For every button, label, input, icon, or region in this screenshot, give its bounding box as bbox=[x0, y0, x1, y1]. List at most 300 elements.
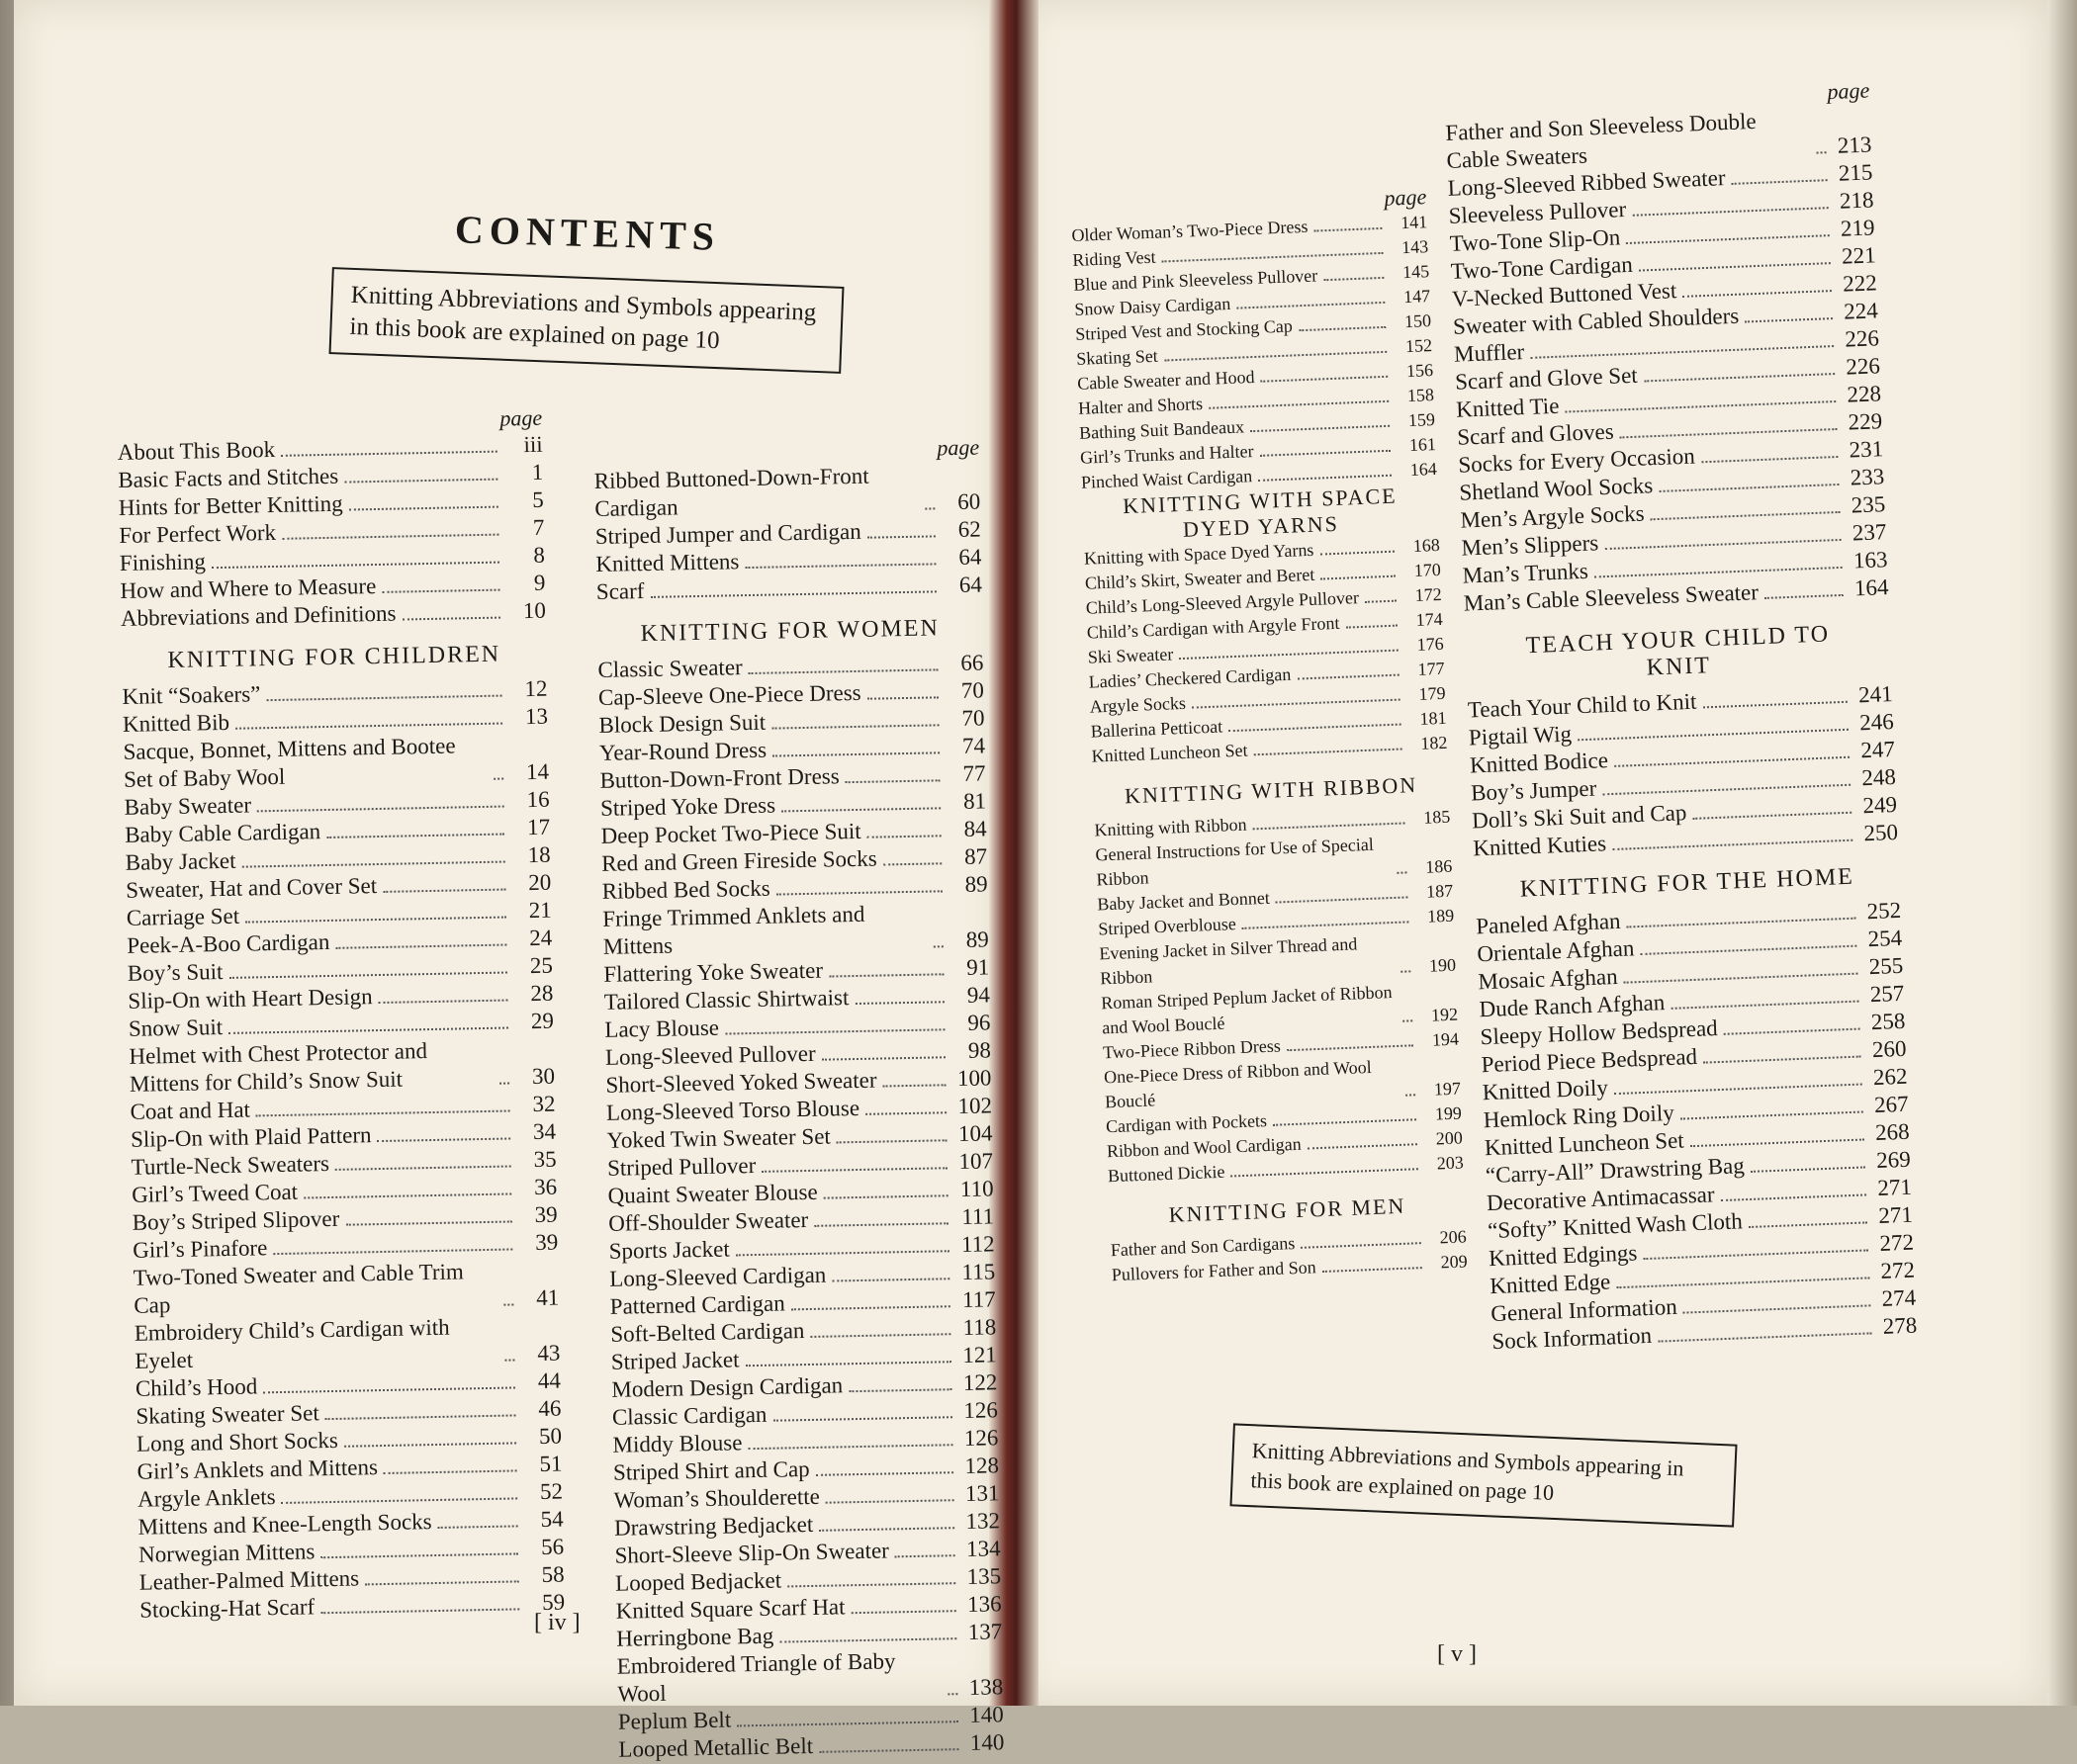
toc-entry-title: Basic Facts and Stitches bbox=[118, 463, 339, 492]
dot-leader bbox=[1273, 1118, 1416, 1126]
toc-entry-title: Embroidery Child’s Cardigan with Eyelet bbox=[134, 1314, 450, 1373]
dot-leader bbox=[749, 668, 939, 674]
dot-leader bbox=[1365, 600, 1397, 603]
toc-entry-page: 115 bbox=[961, 1259, 996, 1285]
toc-entry-page: 233 bbox=[1850, 464, 1885, 490]
toc-entry-title: Bathing Suit Bandeaux bbox=[1078, 416, 1245, 443]
toc-entry-page: 46 bbox=[538, 1395, 562, 1421]
dot-leader bbox=[822, 1056, 946, 1060]
dot-leader bbox=[948, 1693, 957, 1695]
toc-entry-title: Men’s Slippers bbox=[1461, 530, 1599, 561]
dot-leader bbox=[1724, 1028, 1860, 1035]
toc-entry-page: 41 bbox=[536, 1284, 560, 1311]
toc-entry-title: Striped Overblouse bbox=[1098, 914, 1237, 939]
toc-entry-title: Embroidered Triangle of Baby Wool bbox=[616, 1648, 896, 1707]
toc-entry-page: 34 bbox=[532, 1118, 557, 1145]
right-page-header: page bbox=[1384, 184, 1427, 211]
toc-entry-page: 194 bbox=[1431, 1028, 1460, 1050]
toc-entry-page: 104 bbox=[957, 1120, 993, 1147]
toc-entry-page: 200 bbox=[1435, 1127, 1464, 1149]
toc-entry-title: Orientale Afghan bbox=[1476, 935, 1635, 967]
toc-entry-page: 271 bbox=[1876, 1174, 1913, 1200]
toc-entry-page: 228 bbox=[1846, 381, 1882, 407]
dot-leader bbox=[1745, 317, 1833, 322]
toc-entry-title: Striped Jumper and Cardigan bbox=[594, 518, 861, 549]
toc-entry-page: 126 bbox=[963, 1425, 999, 1451]
right-column-2 bbox=[1444, 77, 1918, 1356]
dot-leader bbox=[791, 1305, 950, 1310]
toc-entry-page: 159 bbox=[1407, 409, 1436, 431]
toc-entry-title: Quaint Sweater Blouse bbox=[607, 1179, 818, 1208]
dot-leader bbox=[1659, 484, 1839, 492]
toc-entry-title: Argyle Anklets bbox=[136, 1484, 276, 1512]
toc-entry-title: Snow Suit bbox=[128, 1014, 224, 1041]
toc-entry-page: 237 bbox=[1851, 519, 1887, 546]
toc-entry-title: General Information bbox=[1490, 1293, 1678, 1327]
toc-entry-title: Peek-A-Boo Cardigan bbox=[127, 928, 330, 958]
dot-leader bbox=[325, 1414, 516, 1420]
toc-entry-title: Ballerina Petticoat bbox=[1090, 716, 1223, 742]
toc-entry-page: 141 bbox=[1400, 212, 1428, 233]
toc-entry-title: Child’s Cardigan with Argyle Front bbox=[1086, 612, 1340, 643]
toc-entry-title: Child’s Skirt, Sweater and Beret bbox=[1084, 564, 1315, 593]
toc-entry-title: Roman Striped Peplum Jacket of Ribbon and Wool Bouclé bbox=[1100, 982, 1393, 1038]
dot-leader bbox=[1644, 373, 1835, 382]
dot-leader bbox=[725, 1028, 945, 1034]
toc-entry-title: Striped Pullover bbox=[606, 1152, 757, 1181]
dot-leader bbox=[1703, 701, 1848, 709]
dot-leader bbox=[745, 563, 936, 569]
dot-leader bbox=[1639, 262, 1831, 271]
toc-entry-page: 39 bbox=[534, 1229, 559, 1256]
dot-leader bbox=[228, 1027, 508, 1034]
toc-entry-title: Button-Down-Front Dress bbox=[599, 763, 840, 793]
toc-entry-title: Child’s Hood bbox=[135, 1373, 258, 1401]
dot-leader bbox=[1612, 839, 1852, 850]
dot-leader bbox=[779, 1637, 956, 1642]
toc-entry-title: About This Book bbox=[117, 436, 276, 465]
dot-leader bbox=[1322, 1267, 1422, 1273]
toc-entry-title: Flattering Yoke Sweater bbox=[603, 957, 824, 987]
toc-entry-title: Shetland Wool Socks bbox=[1459, 473, 1654, 505]
toc-entry-title: Scarf and Glove Set bbox=[1454, 362, 1639, 395]
left-column-2 bbox=[593, 435, 1005, 1764]
toc-entry-title: Short-Sleeve Slip-On Sweater bbox=[614, 1538, 890, 1568]
dot-leader bbox=[811, 1333, 951, 1338]
right-abbreviations-note: Knitting Abbreviations and Symbols appearing in this book are explained on page 10 bbox=[1250, 1438, 1684, 1505]
toc-entry-title: Girl’s Anklets and Mittens bbox=[136, 1455, 379, 1484]
toc-entry-title: Buttoned Dickie bbox=[1107, 1161, 1225, 1187]
dot-leader bbox=[1732, 179, 1828, 185]
toc-entry-title: Knitted Doily bbox=[1482, 1075, 1609, 1105]
toc-entry-title: Pullovers for Father and Son bbox=[1111, 1257, 1317, 1285]
toc-entry-page: 35 bbox=[533, 1146, 557, 1173]
toc-entry-title: Scarf bbox=[595, 578, 645, 604]
toc-entry bbox=[129, 1035, 555, 1099]
toc-entry-title: Knitted Tie bbox=[1455, 393, 1560, 422]
toc-entry-title: Off-Shoulder Sweater bbox=[607, 1206, 809, 1236]
section-teach-title: TEACH YOUR CHILD TO KNIT bbox=[1525, 621, 1831, 681]
toc-entry-title: Dude Ranch Afghan bbox=[1479, 990, 1666, 1022]
toc-entry-title: Baby Sweater bbox=[124, 792, 252, 820]
toc-entry-page: 62 bbox=[957, 516, 982, 542]
dot-leader bbox=[651, 590, 937, 598]
toc-entry-page: 30 bbox=[531, 1063, 556, 1090]
toc-entry-title: Long-Sleeved Ribbed Sweater bbox=[1447, 165, 1726, 201]
toc-entry-title: Striped Jacket bbox=[610, 1347, 740, 1374]
toc-entry-title: Peplum Belt bbox=[617, 1707, 732, 1734]
toc-entry-title: Girl’s Pinafore bbox=[133, 1235, 268, 1263]
dot-leader bbox=[257, 806, 504, 813]
right-page-number: [ v ] bbox=[1437, 1641, 1477, 1667]
toc-entry-title: General Instructions for Use of Special Ribbon bbox=[1095, 834, 1375, 890]
toc-entry-title: Sports Jacket bbox=[608, 1236, 730, 1264]
dot-leader bbox=[1261, 376, 1389, 383]
left-column-1 bbox=[117, 405, 565, 1625]
toc-entry-page: 215 bbox=[1838, 159, 1873, 186]
page-header-2: page bbox=[937, 434, 980, 461]
toc-entry-title: Carriage Set bbox=[126, 903, 240, 930]
toc-entry-title: Knitted Bib bbox=[122, 709, 230, 737]
dot-leader bbox=[819, 1748, 958, 1753]
dot-leader bbox=[379, 1000, 508, 1005]
dot-leader bbox=[1721, 1193, 1866, 1201]
toc-entry-page: 118 bbox=[962, 1314, 997, 1340]
toc-entry-title: Short-Sleeved Yoked Sweater bbox=[605, 1067, 877, 1098]
dot-leader bbox=[1276, 896, 1408, 903]
dot-leader bbox=[829, 973, 944, 977]
toc-entry-page: 135 bbox=[966, 1563, 1002, 1589]
dot-leader bbox=[1701, 456, 1838, 463]
toc-entry-title: Knitted Edgings bbox=[1488, 1240, 1638, 1272]
toc-entry-page: 272 bbox=[1880, 1257, 1916, 1283]
toc-entry-page: 20 bbox=[527, 869, 552, 896]
toc-entry-title: Knit “Soakers” bbox=[122, 681, 261, 709]
toc-entry-page: 221 bbox=[1841, 242, 1877, 269]
dot-leader bbox=[1397, 871, 1406, 873]
toc-entry-title: Paneled Afghan bbox=[1475, 908, 1621, 939]
dot-leader bbox=[771, 724, 939, 729]
dot-leader bbox=[1749, 1221, 1867, 1228]
toc-entry-page: 132 bbox=[965, 1508, 1001, 1534]
toc-entry-page: 145 bbox=[1401, 261, 1430, 283]
toc-entry-title: Knitted Mittens bbox=[595, 549, 740, 576]
toc-entry-page: 44 bbox=[537, 1367, 562, 1394]
toc-entry-title: Ribbon and Wool Cardigan bbox=[1106, 1133, 1302, 1162]
toc-entry-title: Older Woman’s Two-Piece Dress bbox=[1071, 216, 1309, 245]
toc-entry-title: Boy’s Jumper bbox=[1470, 775, 1597, 806]
toc-entry-title: Two-Toned Sweater and Cable Trim Cap bbox=[133, 1259, 465, 1318]
toc-entry-title: Norwegian Mittens bbox=[137, 1539, 316, 1567]
dot-leader bbox=[1319, 551, 1395, 556]
dot-leader bbox=[1817, 151, 1827, 153]
toc-entry-page: 168 bbox=[1412, 534, 1441, 556]
dot-leader bbox=[819, 1527, 954, 1532]
dot-leader bbox=[263, 1386, 515, 1393]
toc-entry-page: 269 bbox=[1875, 1146, 1912, 1174]
toc-entry-page: 247 bbox=[1859, 737, 1896, 763]
toc-entry-page: 226 bbox=[1844, 325, 1880, 352]
toc-entry-page: 12 bbox=[524, 675, 548, 702]
toc-entry-page: 197 bbox=[1433, 1078, 1462, 1100]
dot-leader bbox=[494, 778, 503, 780]
toc-entry-page: 161 bbox=[1408, 433, 1437, 456]
dot-leader bbox=[1297, 674, 1399, 680]
dot-leader bbox=[832, 1278, 949, 1281]
toc-entry bbox=[123, 731, 549, 794]
dot-leader bbox=[814, 1222, 948, 1227]
toc-entry-page: 260 bbox=[1871, 1035, 1907, 1063]
toc-entry-title: Cardigan with Pockets bbox=[1105, 1110, 1268, 1137]
toc-entry-page: 164 bbox=[1409, 458, 1438, 480]
dot-leader bbox=[403, 617, 501, 621]
toc-entry-title: Sleeveless Pullover bbox=[1448, 197, 1627, 228]
toc-entry-page: 137 bbox=[967, 1619, 1003, 1644]
toc-entry-title: Two-Tone Cardigan bbox=[1450, 251, 1634, 284]
toc-entry-title: Sleepy Hollow Bedspread bbox=[1480, 1015, 1719, 1050]
dot-leader bbox=[383, 889, 505, 893]
toc-entry-page: 267 bbox=[1873, 1091, 1910, 1118]
toc-entry-page: 163 bbox=[1852, 547, 1888, 573]
dot-leader bbox=[499, 1083, 509, 1085]
dot-leader bbox=[212, 562, 499, 570]
dot-leader bbox=[1658, 1332, 1871, 1342]
dot-leader bbox=[282, 1497, 518, 1504]
toc-entry-page: 59 bbox=[541, 1589, 566, 1615]
toc-entry-page: 89 bbox=[965, 926, 989, 952]
toc-entry-title: V-Necked Buttoned Vest bbox=[1451, 278, 1677, 311]
toc-entry-title: Modern Design Cardigan bbox=[611, 1372, 844, 1402]
toc-entry-title: Long and Short Socks bbox=[135, 1427, 339, 1456]
dot-leader bbox=[1314, 227, 1383, 232]
toc-entry-title: Knitted Luncheon Set bbox=[1091, 740, 1248, 766]
toc-entry-title: Knitting with Space Dyed Yarns bbox=[1083, 539, 1314, 569]
toc-entry-title: Finishing bbox=[119, 549, 207, 575]
dot-leader bbox=[934, 945, 944, 947]
dot-leader bbox=[344, 1442, 516, 1447]
toc-entry-page: 140 bbox=[969, 1729, 1005, 1755]
toc-entry-title: Deep Pocket Two-Piece Suit bbox=[600, 818, 861, 848]
toc-entry-page: 121 bbox=[962, 1342, 998, 1368]
dot-leader bbox=[1651, 511, 1841, 520]
toc-entry-title: Man’s Cable Sleeveless Sweater bbox=[1463, 579, 1760, 616]
dot-leader bbox=[1228, 724, 1400, 733]
toc-entry-title: Tailored Classic Shirtwaist bbox=[603, 985, 850, 1014]
dot-leader bbox=[883, 1084, 947, 1087]
toc-entry-page: 117 bbox=[961, 1286, 996, 1312]
toc-entry-title: Year-Round Dress bbox=[598, 737, 768, 765]
dot-leader bbox=[772, 751, 940, 756]
toc-entry-page: 257 bbox=[1869, 980, 1905, 1008]
toc-entry-page: 235 bbox=[1851, 491, 1886, 518]
toc-entry-page: 224 bbox=[1843, 298, 1879, 324]
toc-entry-page: 189 bbox=[1426, 905, 1455, 926]
toc-entry-page: 54 bbox=[540, 1506, 564, 1532]
toc-entry-page: 218 bbox=[1839, 187, 1874, 214]
dot-leader bbox=[504, 1359, 514, 1361]
toc-entry-page: 226 bbox=[1845, 353, 1881, 380]
toc-entry-page: 14 bbox=[525, 758, 550, 785]
toc-entry-page: 84 bbox=[963, 816, 987, 841]
toc-entry-title: Pinched Waist Cardigan bbox=[1080, 466, 1253, 492]
toc-entry-title: Knitting with Ribbon bbox=[1094, 814, 1247, 840]
toc-entry-page: 112 bbox=[960, 1231, 995, 1258]
toc-entry-page: 77 bbox=[962, 760, 986, 786]
dot-leader bbox=[256, 1109, 510, 1116]
toc-entry-page: 199 bbox=[1434, 1102, 1463, 1124]
toc-entry-title: Man’s Trunks bbox=[1462, 558, 1589, 588]
dot-leader bbox=[1299, 326, 1386, 331]
dot-leader bbox=[242, 861, 505, 868]
dot-leader bbox=[1626, 234, 1829, 244]
toc-entry-title: Boy’s Suit bbox=[127, 959, 224, 986]
toc-entry-title: Sweater, Hat and Cover Set bbox=[126, 873, 378, 903]
dot-leader bbox=[781, 807, 941, 812]
toc-entry-page: 94 bbox=[966, 982, 991, 1008]
toc-entry-page: 176 bbox=[1416, 633, 1444, 655]
toc-entry-title: Mittens and Knee-Length Socks bbox=[137, 1509, 432, 1540]
dot-leader bbox=[824, 1194, 948, 1198]
dot-leader bbox=[1764, 594, 1844, 599]
toc-entry-page: 128 bbox=[964, 1453, 1000, 1478]
contents-title: CONTENTS bbox=[454, 207, 721, 259]
dot-leader bbox=[503, 1303, 513, 1305]
toc-entry-page: 250 bbox=[1863, 819, 1899, 846]
toc-entry-title: Soft-Belted Cardigan bbox=[610, 1318, 805, 1347]
toc-entry-page: 58 bbox=[541, 1561, 565, 1587]
toc-entry-page: 254 bbox=[1867, 925, 1903, 952]
toc-entry-title: Knitted Square Scarf Hat bbox=[615, 1594, 846, 1624]
toc-entry-page: 190 bbox=[1428, 954, 1457, 976]
dot-leader bbox=[1164, 351, 1387, 362]
toc-entry-title: Ribbed Bed Socks bbox=[601, 875, 770, 904]
toc-entry-page: 122 bbox=[962, 1369, 998, 1395]
dot-leader bbox=[1231, 1168, 1418, 1177]
toc-entry-title: Long-Sleeved Pullover bbox=[604, 1040, 816, 1070]
toc-entry-title: Cable Sweater and Hood bbox=[1076, 366, 1255, 394]
toc-entry-page: 70 bbox=[960, 677, 985, 703]
toc-entry-title: Scarf and Gloves bbox=[1456, 418, 1615, 450]
section-men-title: KNITTING FOR MEN bbox=[1168, 1192, 1406, 1227]
toc-entry-page: 152 bbox=[1404, 335, 1433, 357]
toc-entry-page: 147 bbox=[1402, 286, 1431, 308]
toc-entry-title: Evening Jacket in Silver Thread and Ribbon bbox=[1098, 933, 1358, 989]
toc-entry-page: 268 bbox=[1874, 1118, 1911, 1146]
toc-entry-page: 131 bbox=[964, 1480, 1000, 1506]
dot-leader bbox=[282, 534, 498, 540]
dot-leader bbox=[837, 1139, 948, 1143]
section-home-title: KNITTING FOR THE HOME bbox=[1519, 863, 1855, 903]
abbreviations-note: Knitting Abbreviations and Symbols appearing in this book are explained on page 10 bbox=[349, 281, 817, 355]
toc-entry-title: Striped Yoke Dress bbox=[599, 792, 776, 821]
dot-leader bbox=[1253, 822, 1405, 830]
toc-entry-page: 96 bbox=[967, 1010, 991, 1035]
dot-leader bbox=[235, 723, 502, 730]
dot-leader bbox=[1671, 1001, 1858, 1010]
toc-entry-title: Knitted Bodice bbox=[1469, 748, 1609, 778]
toc-entry bbox=[602, 898, 989, 960]
toc-entry-page: 102 bbox=[957, 1093, 993, 1119]
toc-entry-title: Argyle Socks bbox=[1089, 692, 1187, 717]
toc-entry-title: Hints for Better Knitting bbox=[118, 490, 343, 520]
dot-leader bbox=[382, 589, 499, 593]
dot-leader bbox=[384, 1469, 517, 1474]
toc-entry-title: Ladies’ Checkered Cardigan bbox=[1088, 663, 1292, 692]
right-column-1 bbox=[1070, 184, 1468, 1287]
toc-entry-title: Yoked Twin Sweater Set bbox=[606, 1123, 832, 1153]
dot-leader bbox=[273, 1248, 512, 1255]
toc-entry-title: Blue and Pink Sleeveless Pullover bbox=[1072, 265, 1318, 295]
toc-entry-title: Teach Your Child to Knit bbox=[1467, 688, 1697, 723]
dot-leader bbox=[846, 779, 941, 783]
toc-entry-title: Period Piece Bedspread bbox=[1481, 1043, 1698, 1078]
toc-entry-title: Ski Sweater bbox=[1087, 644, 1174, 667]
toc-entry-page: 25 bbox=[529, 952, 554, 979]
toc-entry-title: Men’s Argyle Socks bbox=[1460, 500, 1646, 533]
dot-leader bbox=[773, 1416, 953, 1421]
toc-entry-title: “Softy” Knitted Wash Cloth bbox=[1487, 1208, 1744, 1244]
toc-entry-title: Long-Sleeved Torso Blouse bbox=[605, 1095, 860, 1125]
toc-entry-title: Mosaic Afghan bbox=[1478, 963, 1619, 995]
dot-leader bbox=[1405, 1094, 1415, 1096]
dot-leader bbox=[787, 1582, 955, 1587]
toc-entry-page: 36 bbox=[533, 1174, 558, 1200]
dot-leader bbox=[1287, 1044, 1413, 1051]
toc-entry-page: 258 bbox=[1870, 1008, 1906, 1035]
toc-entry-page: 206 bbox=[1439, 1226, 1468, 1248]
toc-entry-page: 10 bbox=[522, 597, 547, 624]
toc-entry-title: One-Piece Dress of Ribbon and Wool Bouclé bbox=[1103, 1056, 1373, 1112]
toc-entry-title: Muffler bbox=[1453, 339, 1525, 367]
toc-entry-page: 89 bbox=[964, 871, 988, 897]
toc-entry-title: Baby Jacket bbox=[125, 847, 236, 875]
dot-leader bbox=[1323, 277, 1384, 281]
toc-entry-page: 219 bbox=[1840, 215, 1875, 241]
toc-entry-page: 7 bbox=[532, 514, 545, 540]
dot-leader bbox=[320, 1552, 518, 1558]
dot-leader bbox=[1346, 625, 1398, 629]
toc-entry-title: Baby Jacket and Bonnet bbox=[1097, 887, 1271, 915]
toc-entry-page: 177 bbox=[1417, 658, 1445, 679]
dot-leader bbox=[749, 1444, 953, 1450]
toc-entry-page: 8 bbox=[533, 542, 546, 568]
toc-entry-title: Hemlock Ring Doily bbox=[1483, 1100, 1675, 1133]
toc-entry-title: Striped Shirt and Cap bbox=[612, 1455, 810, 1485]
toc-entry-title: Halter and Shorts bbox=[1077, 394, 1204, 418]
toc-entry-page: 100 bbox=[956, 1065, 992, 1092]
toc-entry-page: 174 bbox=[1415, 608, 1444, 630]
dot-leader bbox=[378, 1137, 511, 1142]
toc-entry-page: 51 bbox=[539, 1451, 563, 1476]
dot-leader bbox=[266, 695, 501, 702]
toc-entry bbox=[617, 1645, 1004, 1708]
dot-leader bbox=[1682, 290, 1832, 298]
toc-entry-title: Stocking-Hat Scarf bbox=[138, 1594, 316, 1623]
toc-entry-page: 252 bbox=[1866, 897, 1902, 925]
dot-leader bbox=[228, 972, 506, 979]
toc-entry-page: 81 bbox=[962, 788, 987, 814]
toc-entry-page: 136 bbox=[966, 1591, 1002, 1617]
toc-entry-page: 91 bbox=[966, 954, 990, 980]
toc-entry-title: Two-Piece Ribbon Dress bbox=[1102, 1035, 1282, 1063]
toc-entry-title: Red and Green Fireside Socks bbox=[600, 845, 877, 876]
toc-entry-page: 255 bbox=[1868, 952, 1904, 980]
toc-entry-title: Patterned Cardigan bbox=[609, 1290, 785, 1319]
toc-entry-page: 111 bbox=[961, 1203, 995, 1229]
dot-leader bbox=[867, 696, 939, 699]
toc-entry-title: For Perfect Work bbox=[119, 519, 277, 548]
toc-entry-page: 272 bbox=[1878, 1229, 1915, 1256]
